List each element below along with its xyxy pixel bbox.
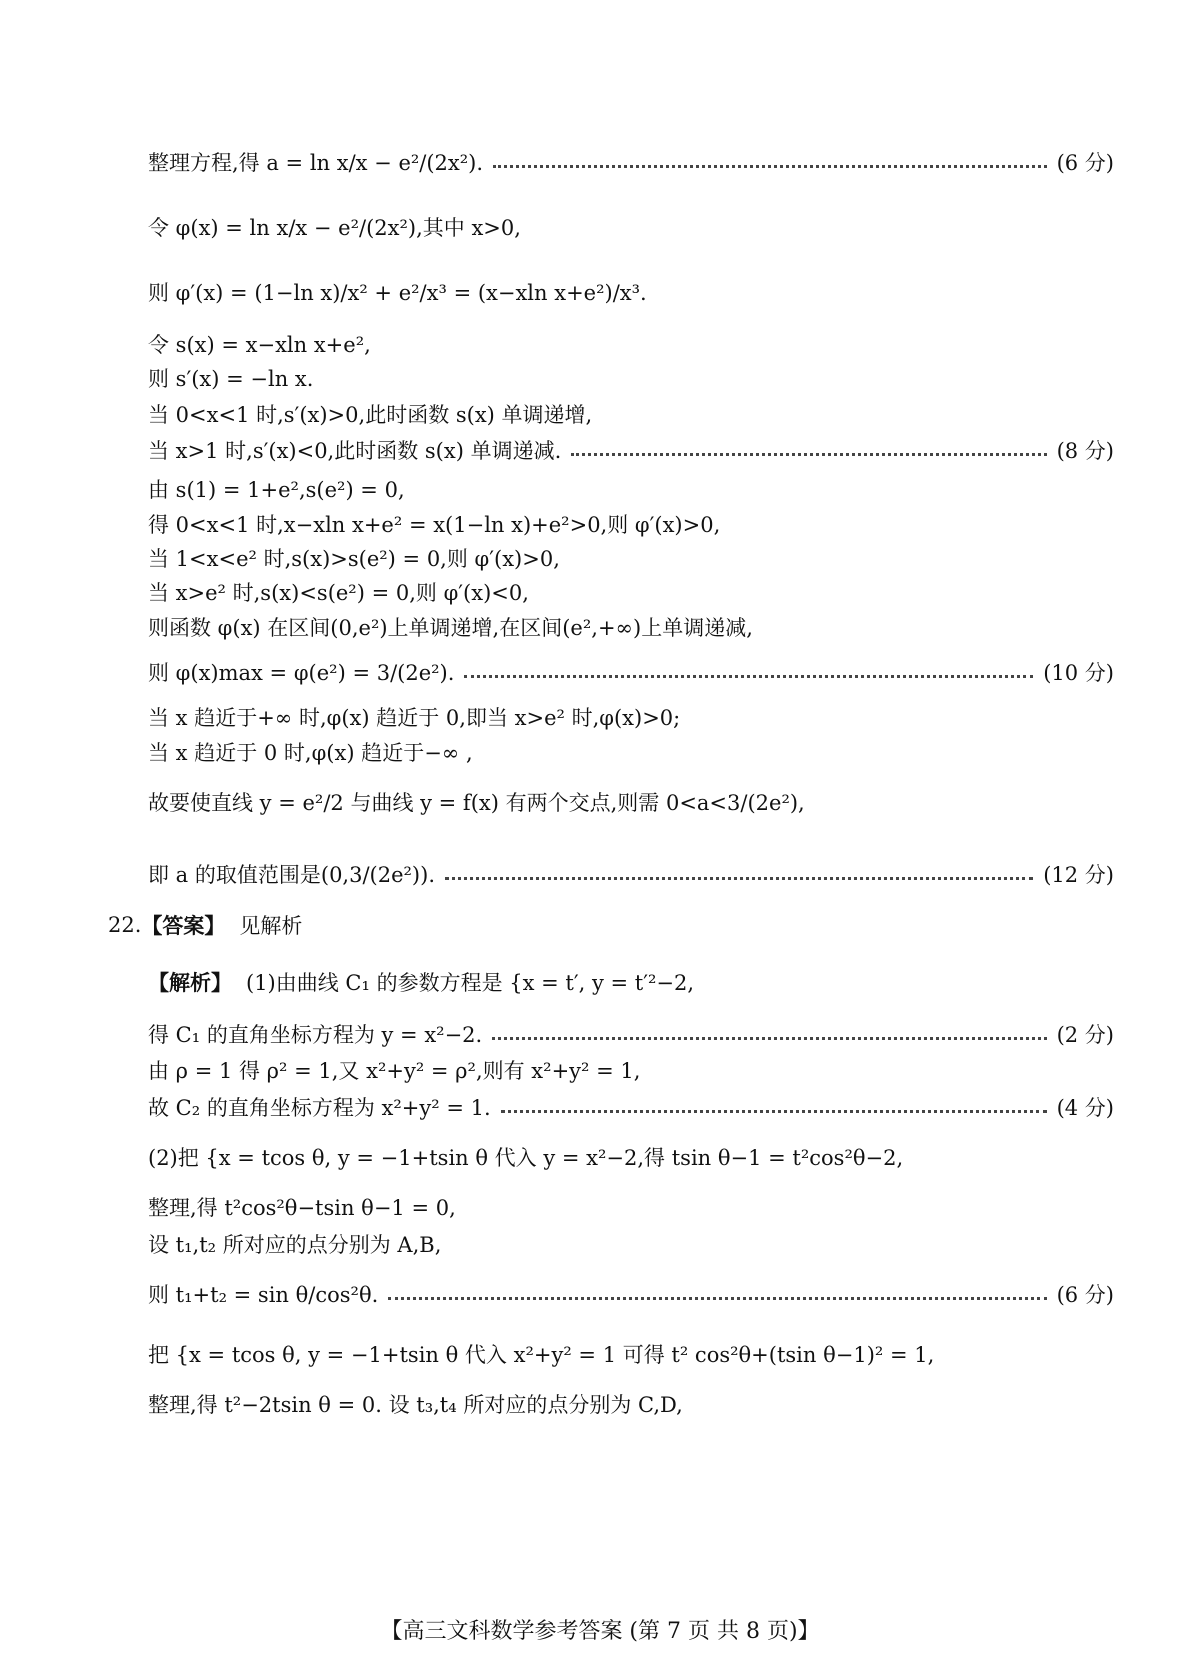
dot-leader <box>493 165 1047 168</box>
line-text: 令 φ(x) = ln x/x − e²/(2x²),其中 x>0, <box>148 216 521 240</box>
solution-line <box>148 428 1114 472</box>
line-text: 设 t₁,t₂ 所对应的点分别为 A,B, <box>148 1233 442 1257</box>
line-text: 当 x 趋近于 0 时,φ(x) 趋近于−∞ , <box>148 741 473 765</box>
line-text: 故 C₂ 的直角坐标方程为 x²+y² = 1. <box>148 1096 491 1120</box>
line-text: 见解析 <box>239 914 303 938</box>
section-tag: 【答案】 <box>141 914 226 938</box>
solution-line <box>148 1272 1114 1316</box>
dot-leader <box>445 877 1033 880</box>
line-text: (2)把 {x = tcos θ, y = −1+tsin θ 代入 y = x²−2,得 tsin θ−1 = t²cos²θ−2, <box>148 1146 904 1170</box>
line-text: 则函数 φ(x) 在区间(0,e²)上单调递增,在区间(e²,+∞)上单调递减, <box>148 616 753 640</box>
line-text: 当 x 趋近于+∞ 时,φ(x) 趋近于 0,即当 x>e² 时,φ(x)>0; <box>148 706 681 730</box>
solution-line <box>148 1135 1114 1179</box>
line-text: (1)由曲线 C₁ 的参数方程是 {x = t′, y = t′²−2, <box>246 971 695 995</box>
solution-line <box>148 780 1114 824</box>
question-number: 22. <box>108 913 142 937</box>
solution-line <box>148 270 1114 314</box>
line-text: 则 φ′(x) = (1−ln x)/x² + e²/x³ = (x−xln x+e²)/x³. <box>148 281 647 305</box>
line-text: 得 C₁ 的直角坐标方程为 y = x²−2. <box>148 1023 483 1047</box>
solution-line <box>148 960 1114 1004</box>
score-label: (2 分) <box>1056 1023 1114 1047</box>
dot-leader <box>464 675 1033 678</box>
score-label: (12 分) <box>1043 863 1114 887</box>
line-text: 即 a 的取值范围是(0,3/(2e²)). <box>148 863 435 887</box>
solution-line <box>148 852 1114 896</box>
line-text: 当 x>1 时,s′(x)<0,此时函数 s(x) 单调递减. <box>148 439 562 463</box>
line-text: 得 0<x<1 时,x−xln x+e² = x(1−ln x)+e²>0,则 φ′(x)>0, <box>148 513 721 537</box>
solution-line <box>148 1382 1114 1426</box>
line-text: 则 φ(x)max = φ(e²) = 3/(2e²). <box>148 661 455 685</box>
solution-line <box>148 650 1114 694</box>
score-label: (6 分) <box>1056 1283 1114 1307</box>
solution-line <box>148 1222 1114 1266</box>
line-text: 故要使直线 y = e²/2 与曲线 y = f(x) 有两个交点,则需 0<a<3/(2e²), <box>148 791 805 815</box>
solution-line <box>108 903 1114 947</box>
solution-line <box>148 205 1114 249</box>
line-text: 当 0<x<1 时,s′(x)>0,此时函数 s(x) 单调递增, <box>148 403 593 427</box>
line-text: 由 s(1) = 1+e²,s(e²) = 0, <box>148 478 405 502</box>
line-text: 整理,得 t²cos²θ−tsin θ−1 = 0, <box>148 1196 456 1220</box>
score-label: (10 分) <box>1043 661 1114 685</box>
dot-leader <box>501 1110 1047 1113</box>
dot-leader <box>571 453 1046 456</box>
line-text: 令 s(x) = x−xln x+e², <box>148 333 371 357</box>
line-text: 整理方程,得 a = ln x/x − e²/(2x²). <box>148 151 484 175</box>
score-label: (8 分) <box>1056 439 1114 463</box>
page-footer: 【高三文科数学参考答案 (第 7 页 共 8 页)】 <box>380 1619 820 1644</box>
solution-line <box>148 730 1114 774</box>
solution-line <box>148 140 1114 184</box>
line-text: 由 ρ = 1 得 ρ² = 1,又 x²+y² = ρ²,则有 x²+y² = 1, <box>148 1059 641 1083</box>
section-tag: 【解析】 <box>148 971 232 995</box>
dot-leader <box>388 1297 1046 1300</box>
line-text: 整理,得 t²−2tsin θ = 0. 设 t₃,t₄ 所对应的点分别为 C,D, <box>148 1393 683 1417</box>
line-text: 当 x>e² 时,s(x)<s(e²) = 0,则 φ′(x)<0, <box>148 581 529 605</box>
score-label: (6 分) <box>1056 151 1114 175</box>
solution-line <box>148 605 1114 649</box>
score-label: (4 分) <box>1056 1096 1114 1120</box>
line-text: 则 s′(x) = −ln x. <box>148 367 314 391</box>
line-text: 则 t₁+t₂ = sin θ/cos²θ. <box>148 1283 379 1307</box>
dot-leader <box>492 1037 1046 1040</box>
solution-line <box>148 1332 1114 1376</box>
line-text: 当 1<x<e² 时,s(x)>s(e²) = 0,则 φ′(x)>0, <box>148 547 560 571</box>
line-text: 把 {x = tcos θ, y = −1+tsin θ 代入 x²+y² = 1 可得 t² cos²θ+(tsin θ−1)² = 1, <box>148 1343 935 1367</box>
solution-line <box>148 1085 1114 1129</box>
